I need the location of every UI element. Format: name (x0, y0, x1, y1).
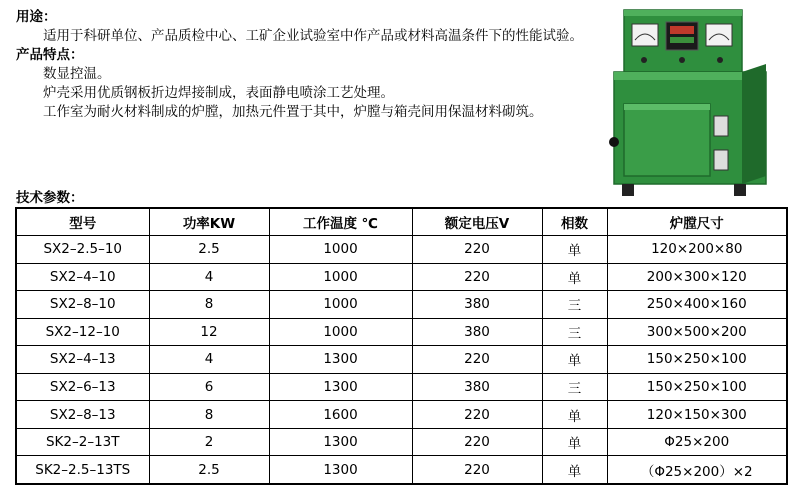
cell-temperature: 1000 (269, 236, 412, 264)
spec-table (15, 207, 788, 485)
furnace-image (602, 4, 778, 200)
cell-temperature: 1000 (269, 318, 412, 346)
cell-phase: 三 (542, 291, 607, 319)
cell-phase: 单 (542, 263, 607, 291)
cell-temperature: 1000 (269, 263, 412, 291)
cell-phase: 单 (542, 428, 607, 456)
cell-voltage: 220 (412, 428, 542, 456)
features-heading: 产品特点： (16, 47, 84, 63)
table-row (16, 428, 787, 456)
description-block (16, 8, 606, 122)
cell-chamber-size: 250×400×160 (607, 291, 787, 319)
col-header-voltage: 额定电压V (412, 208, 542, 236)
cell-model: SX2–8–10 (16, 291, 149, 319)
cell-power: 4 (149, 346, 269, 374)
col-header-model: 型号 (16, 208, 149, 236)
table-row (16, 318, 787, 346)
cell-voltage: 380 (412, 291, 542, 319)
col-header-phase: 相数 (542, 208, 607, 236)
table-row (16, 236, 787, 264)
cell-voltage: 380 (412, 318, 542, 346)
table-header-row (16, 208, 787, 236)
cell-power: 8 (149, 291, 269, 319)
cell-temperature: 1300 (269, 428, 412, 456)
params-heading: 技术参数： (16, 190, 84, 206)
cell-phase: 三 (542, 373, 607, 401)
cell-phase: 单 (542, 456, 607, 484)
cell-voltage: 220 (412, 456, 542, 484)
cell-chamber-size: 120×200×80 (607, 236, 787, 264)
cell-chamber-size: （Φ25×200）×2 (607, 456, 787, 484)
cell-temperature: 1300 (269, 346, 412, 374)
feature-item: 数显控温。 (43, 66, 111, 82)
cell-model: SK2–2–13T (16, 428, 149, 456)
cell-phase: 单 (542, 401, 607, 429)
cell-model: SX2–4–13 (16, 346, 149, 374)
cell-model: SK2–2.5–13TS (16, 456, 149, 484)
cell-chamber-size: 150×250×100 (607, 346, 787, 374)
cell-model: SX2–2.5–10 (16, 236, 149, 264)
cell-model: SX2–4–10 (16, 263, 149, 291)
cell-voltage: 220 (412, 263, 542, 291)
cell-power: 4 (149, 263, 269, 291)
table-row (16, 373, 787, 401)
cell-power: 8 (149, 401, 269, 429)
cell-voltage: 220 (412, 236, 542, 264)
table-row (16, 291, 787, 319)
table-row (16, 346, 787, 374)
cell-temperature: 1600 (269, 401, 412, 429)
cell-model: SX2–8–13 (16, 401, 149, 429)
cell-chamber-size: 150×250×100 (607, 373, 787, 401)
col-header-chamber-size: 炉膛尺寸 (607, 208, 787, 236)
cell-power: 2.5 (149, 236, 269, 264)
cell-power: 6 (149, 373, 269, 401)
cell-power: 2.5 (149, 456, 269, 484)
cell-voltage: 380 (412, 373, 542, 401)
col-header-temperature: 工作温度 ℃ (269, 208, 412, 236)
cell-temperature: 1000 (269, 291, 412, 319)
table-row (16, 456, 787, 484)
cell-chamber-size: 300×500×200 (607, 318, 787, 346)
cell-power: 12 (149, 318, 269, 346)
table-row (16, 263, 787, 291)
usage-body: 适用于科研单位、产品质检中心、工矿企业试验室中作产品或材料高温条件下的性能试验。 (43, 28, 583, 44)
feature-item: 炉壳采用优质钢板折边焊接制成，表面静电喷涂工艺处理。 (43, 85, 394, 101)
cell-temperature: 1300 (269, 456, 412, 484)
cell-chamber-size: 200×300×120 (607, 263, 787, 291)
table-row (16, 401, 787, 429)
cell-chamber-size: Φ25×200 (607, 428, 787, 456)
cell-power: 2 (149, 428, 269, 456)
cell-phase: 单 (542, 346, 607, 374)
cell-model: SX2–12–10 (16, 318, 149, 346)
cell-phase: 单 (542, 236, 607, 264)
cell-model: SX2–6–13 (16, 373, 149, 401)
cell-chamber-size: 120×150×300 (607, 401, 787, 429)
feature-item: 工作室为耐火材料制成的炉膛，加热元件置于其中，炉膛与箱壳间用保温材料砌筑。 (43, 104, 543, 120)
cell-temperature: 1300 (269, 373, 412, 401)
col-header-power: 功率KW (149, 208, 269, 236)
cell-voltage: 220 (412, 346, 542, 374)
cell-phase: 三 (542, 318, 607, 346)
usage-heading: 用途： (16, 9, 57, 25)
cell-voltage: 220 (412, 401, 542, 429)
